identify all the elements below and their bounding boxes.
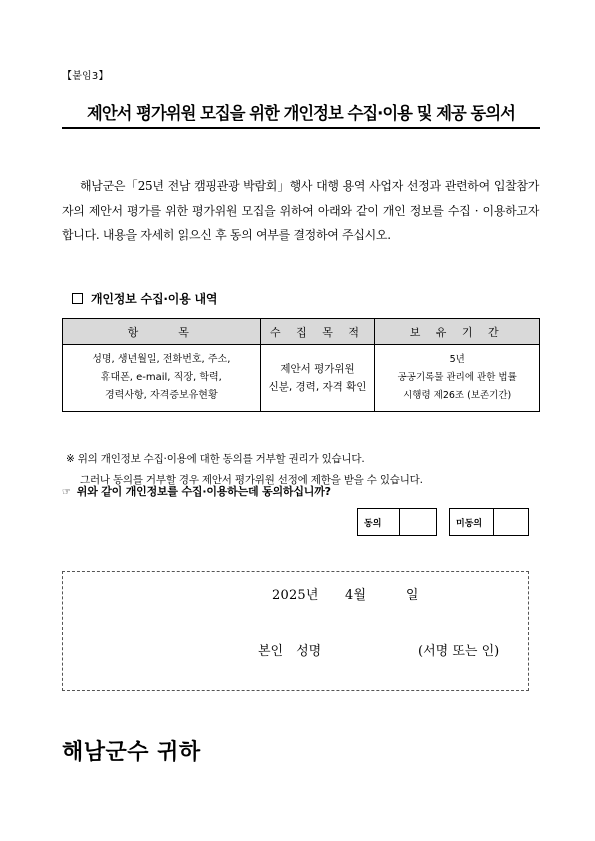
retention-line: 5년 [449,354,465,365]
addressee: 해남군수 귀하 [62,740,201,765]
pointing-hand-icon: ☞ [62,487,71,498]
intro-paragraph: 해남군은「25년 전남 캠핑관광 박람회」행사 대행 용역 사업자 선정과 관련하여 입찰참가자의 제안서 평가를 위한 평가위원 모집을 위하여 아래와 같이 개인 정보를 수집 · 이용하고자 합니다. 내용을 자세히 읽으신 후 동의 여부를 결정하여 주십시오. [62,179,539,242]
refusal-consequence-notice: 그러나 동의를 거부할 경우 제안서 평가위원 선정에 제한을 받을 수 있습니다. [80,474,423,486]
items-line: 성명, 생년월일, 전화번호, 주소, [92,354,231,365]
header-purpose: 수 집 목 적 [260,319,375,345]
consent-question [62,483,331,499]
disagree-option[interactable] [449,508,529,536]
sign-or-seal-hint: (서명 또는 인) [418,644,500,659]
section-title: 개인정보 수집·이용 내역 [91,292,218,306]
square-bullet-icon [72,293,83,304]
agree-checkbox[interactable] [400,509,436,535]
signer-name-label[interactable]: 본인 성명 [258,644,322,659]
purpose-line: 신분, 경력, 자격 확인 [268,381,367,393]
header-retention: 보 유 기 간 [375,319,540,345]
signature-date[interactable]: 2025년 4월 일 [272,588,419,603]
title-underline [62,127,540,129]
question-text: 위와 같이 개인정보를 수집·이용하는데 동의하십니까? [76,485,331,498]
retention-line: 공공기록물 관리에 관한 법률 [397,372,517,383]
disagree-label: 미동의 [450,509,494,535]
header-items: 항 목 [63,319,261,345]
items-line: 휴대폰, e-mail, 직장, 학력, [100,372,222,383]
agree-option[interactable] [357,508,437,536]
refusal-right-notice: ※ 위의 개인정보 수집·이용에 대한 동의를 거부할 권리가 있습니다. [66,453,365,465]
cell-retention [375,345,540,412]
cell-items [63,345,261,412]
document-title: 제안서 평가위원 모집을 위한 개인정보 수집·이용 및 제공 동의서 [87,104,515,124]
table-header-row [63,319,540,345]
cell-purpose [260,345,375,412]
personal-info-table [62,318,540,412]
purpose-line: 제안서 평가위원 [280,363,355,375]
attachment-label: 【붙임3】 [62,71,109,82]
disagree-checkbox[interactable] [494,509,528,535]
table-row [63,345,540,412]
section-heading [72,290,217,307]
agree-label: 동의 [358,509,400,535]
retention-line: 시행령 제26조 (보존기간) [403,390,512,401]
items-line: 경력사항, 자격증보유현황 [105,390,218,401]
